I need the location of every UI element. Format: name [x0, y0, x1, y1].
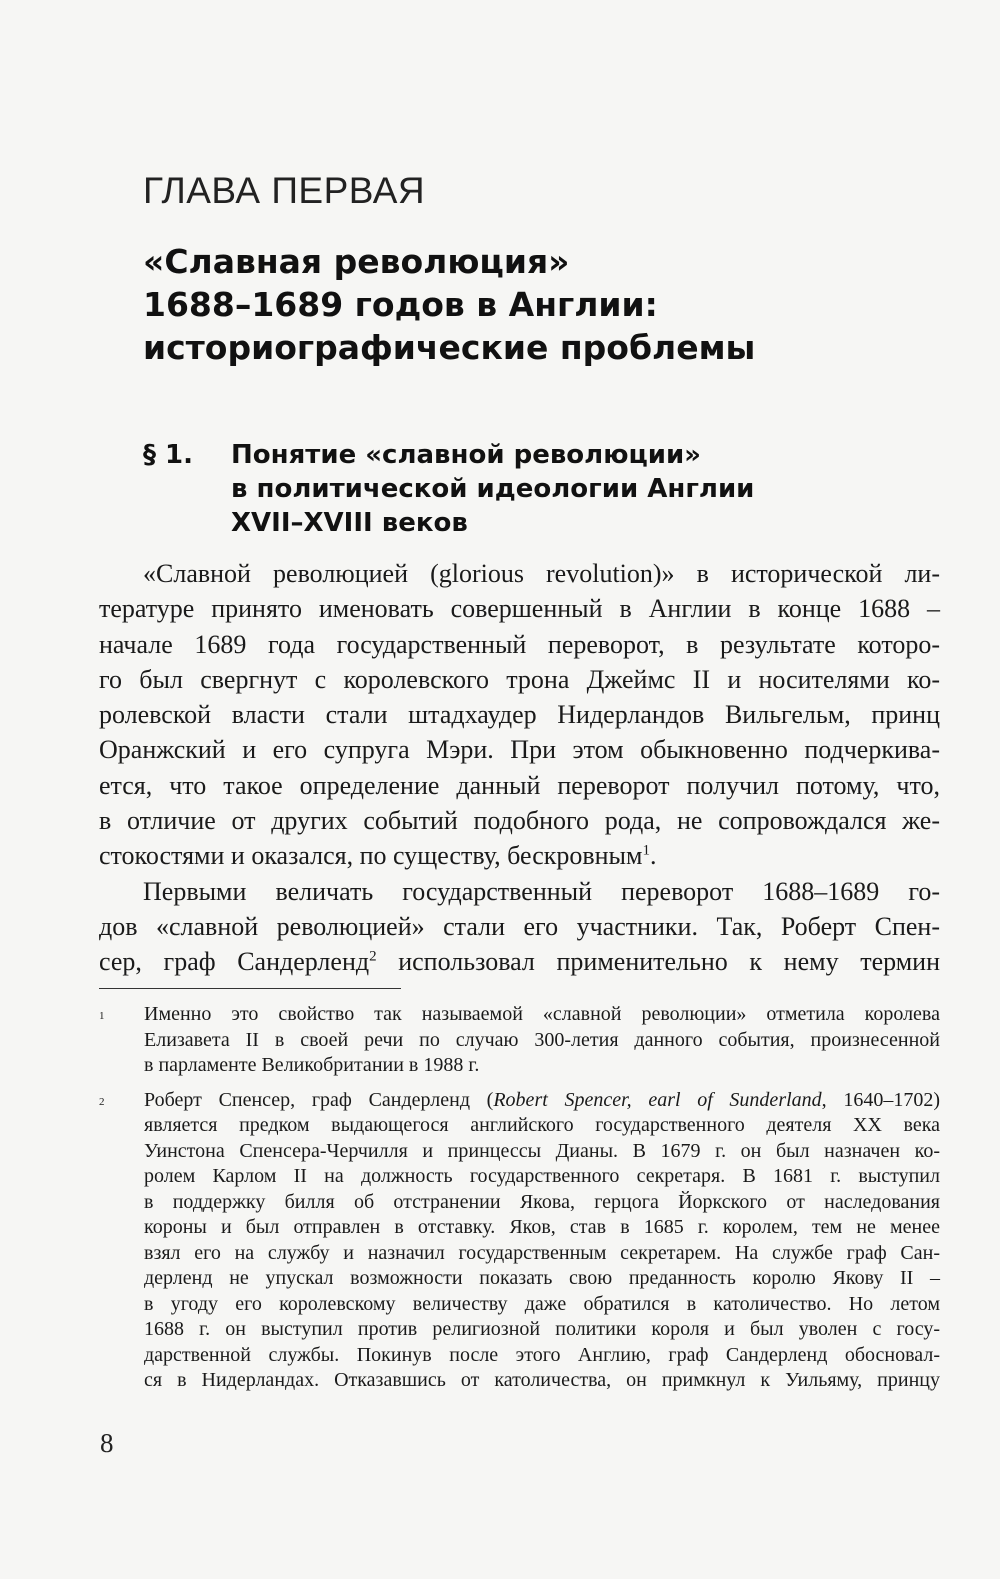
footnote-text — [144, 1088, 940, 1394]
body-text — [99, 556, 940, 980]
footnote-line: ся в Нидерландах. Отказавшись от католичества, он примкнул к Уильяму, принцу — [144, 1369, 940, 1391]
footnote-line: является предком выдающегося английского государственного деятеля XX века — [144, 1114, 940, 1136]
footnote-ref[interactable]: 1 — [642, 842, 650, 859]
chapter-title-line: историографические проблемы — [143, 328, 756, 367]
footnote-divider — [99, 988, 401, 989]
paragraph — [99, 874, 940, 980]
section-title-line: в политической идеологии Англии — [231, 474, 755, 504]
page-number: 8 — [100, 1428, 114, 1458]
text-line: стокостями и оказался, по существу, бескровным$^1$. — [99, 841, 657, 871]
text-line: дов «славной революцией» стали его участники. Так, Роберт Спен- — [99, 911, 940, 941]
section-title-line: XVII–XVIII веков — [231, 508, 468, 538]
footnote-line: 1688 г. он выступил против религиозной политики короля и был уволен с госу- — [144, 1318, 940, 1340]
italic-name: Robert Spencer, earl of Sunderland — [493, 1088, 822, 1111]
chapter-label: ГЛАВА ПЕРВАЯ — [143, 170, 426, 211]
text-line: ролевской власти стали штадхаудер Нидерландов Вильгельм, принц — [99, 700, 940, 730]
text-line: го был свергнут с королевского трона Джеймс II и носителями ко- — [99, 664, 940, 694]
paragraph — [99, 556, 940, 874]
footnote-line: в поддержку билля об отстранении Якова, герцога Йоркского от наследования — [144, 1190, 940, 1213]
text-segment: сер, граф Сандерленд — [99, 947, 370, 977]
footnote-line: ролем Карлом II на должность государственного секретаря. В 1681 г. выступил — [144, 1165, 940, 1187]
section-number: § 1. — [143, 440, 194, 470]
text-line: тературе принято именовать совершенный в Англии в конце 1688 – — [99, 594, 940, 624]
footnote-marker: 1 — [99, 1010, 105, 1022]
section-title — [231, 438, 754, 540]
chapter-title-line: «Славная революция» — [143, 242, 570, 281]
footnote-line — [144, 1088, 940, 1114]
text-segment: использовал применительно к нему термин — [376, 947, 941, 977]
footnote-line: дарственной службы. Покинув после этого Англию, граф Сандерленд обосновал- — [144, 1343, 940, 1366]
footnote-line: взял его на службу и назначил государственным секретарем. На службе граф Сан- — [144, 1241, 940, 1264]
footnote-line: в угоду его королевскому величеству даже обратился в католичество. Но летом — [144, 1292, 940, 1315]
footnote-line: короны и был отправлен в отставку. Яков, став в 1685 г. королем, тем не менее — [144, 1216, 940, 1238]
footnote — [99, 1088, 940, 1394]
footnote-line: Елизавета II в своей речи по случаю 300-летия данного события, произнесенной — [144, 1028, 940, 1051]
chapter-title-line: 1688–1689 годов в Англии: — [143, 285, 658, 324]
text-line: Первыми величать государственный переворот 1688–1689 го- — [143, 876, 940, 906]
text-line: ется, что такое определение данный переворот получил потому, что, — [99, 770, 940, 800]
text-line — [99, 944, 940, 979]
footnote-line: Уинстона Спенсера-Черчилля и принцессы Дианы. В 1679 г. он был назначен ко- — [144, 1139, 940, 1162]
text-segment: , 1640–1702) — [821, 1088, 940, 1111]
footnote-line: в парламенте Великобритании в 1988 г. — [144, 1054, 480, 1076]
text-segment: стокостями и оказался, по существу, бескровным — [99, 841, 643, 871]
footnote — [99, 1002, 940, 1079]
text-line: «Славной революцией (glorious revolution)» в исторической ли- — [143, 559, 940, 588]
text-line: в отличие от других событий подобного рода, не сопровождался же- — [99, 806, 940, 836]
footnote-line: Именно это свойство так называемой «славной революции» отметила королева — [144, 1003, 940, 1025]
footnote-text — [144, 1002, 940, 1079]
text-line: начале 1689 года государственный переворот, в результате которо- — [99, 629, 940, 659]
footnote-marker: 2 — [99, 1095, 105, 1108]
text-segment: Роберт Спенсер, граф Сандерленд ( — [144, 1088, 494, 1111]
footnote-line: дерленд не упускал возможности показать свою преданность королю Якову II – — [144, 1267, 940, 1289]
footnotes — [99, 1002, 940, 1394]
chapter-title — [143, 240, 755, 369]
text-line: Оранжский и его супруга Мэри. При этом обыкновенно подчеркива- — [99, 735, 940, 765]
footnote-ref[interactable]: 2 — [369, 948, 377, 965]
section-title-line: Понятие «славной революции» — [231, 440, 701, 470]
